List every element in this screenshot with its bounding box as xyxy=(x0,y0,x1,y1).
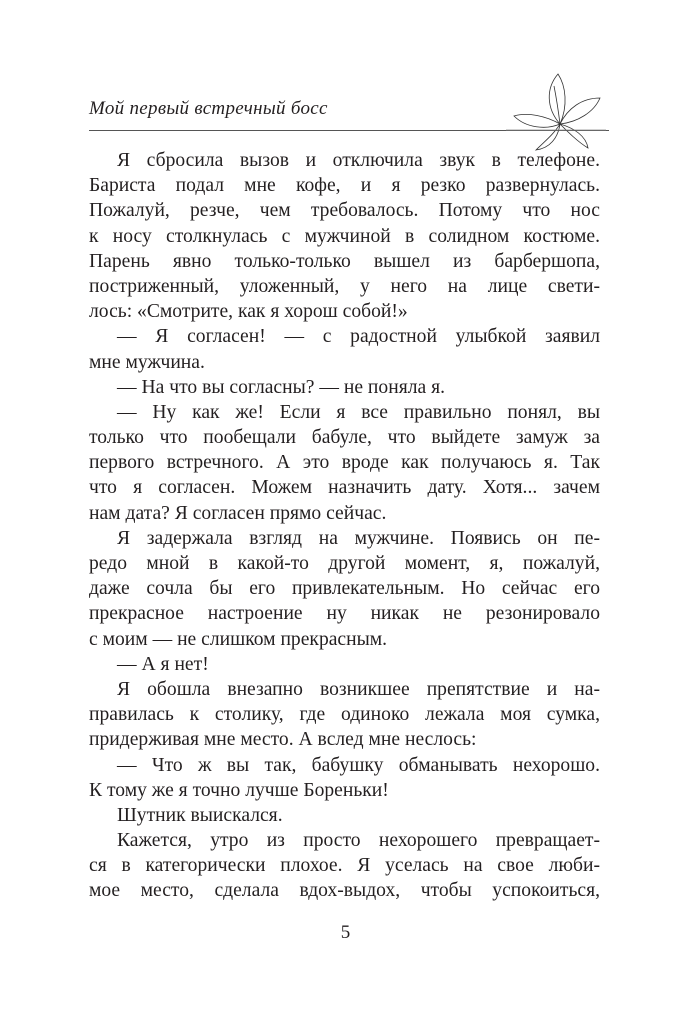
text-line: правилась к столику, где одиноко лежала моя сумка, xyxy=(89,704,600,726)
text-line: — А я нет! xyxy=(117,653,209,675)
text-line: постриженный, уложенный, у него на лице свети- xyxy=(89,275,600,297)
text-line: даже сочла бы его привлекательным. Но сейчас его xyxy=(89,578,600,600)
text-line: прекрасное настроение ну никак не резонировало xyxy=(89,603,600,625)
text-line: Я обошла внезапно возникшее препятствие и на- xyxy=(117,678,600,700)
text-line: к носу столкнулась с мужчиной в солидном костюме. xyxy=(89,225,600,247)
text-line: Кажется, утро из просто нехорошего превращает- xyxy=(117,830,600,852)
text-line: что я согласен. Можем назначить дату. Хотя... зачем xyxy=(89,477,600,499)
text-line: Парень явно только-только вышел из барбершопа, xyxy=(89,250,600,272)
text-line: Я задержала взгляд на мужчине. Появись он пе- xyxy=(117,527,600,549)
text-line: — Что ж вы так, бабушку обманывать нехорошо. xyxy=(117,754,600,776)
text-line: — На что вы согласны? — не поняла я. xyxy=(117,376,445,398)
text-line: — Я согласен! — с радостной улыбкой заявил xyxy=(117,326,600,348)
text-line: Бариста подал мне кофе, и я резко развернулась. xyxy=(89,175,600,197)
text-line: — Ну как же! Если я все правильно понял, вы xyxy=(117,401,600,423)
text-line: К тому же я точно лучше Бореньки! xyxy=(89,779,389,801)
running-title: Мой первый встречный босс xyxy=(89,98,328,119)
text-line: первого встречного. А это вроде как получаюсь я. Так xyxy=(89,452,600,474)
text-line: Пожалуй, резче, чем требовалось. Потому что нос xyxy=(89,200,600,222)
text-line: Я сбросила вызов и отключила звук в телефоне. xyxy=(117,150,600,171)
text-line: с моим — не слишком прекрасным. xyxy=(89,628,388,650)
text-line: мое место, сделала вдох-выдох, чтобы успокоиться, xyxy=(89,880,600,902)
text-line: мне мужчина. xyxy=(89,351,205,373)
text-line: ся в категорически плохое. Я уселась на свое люби- xyxy=(89,855,600,877)
text-line: Шутник выискался. xyxy=(117,804,283,826)
text-line: лось: «Смотрите, как я хорош собой!» xyxy=(89,301,408,323)
text-line: редо мной в какой-то другой момент, я, пожалуй, xyxy=(89,553,600,574)
body-text xyxy=(89,148,600,904)
text-line: только что пообещали бабуле, что выйдете замуж за xyxy=(89,427,600,449)
text-line: придерживая мне место. А вслед мне неслось: xyxy=(89,729,477,751)
text-line: нам дата? Я согласен прямо сейчас. xyxy=(89,502,387,524)
page-number: 5 xyxy=(340,922,351,943)
flower-ornament-icon xyxy=(506,68,606,152)
